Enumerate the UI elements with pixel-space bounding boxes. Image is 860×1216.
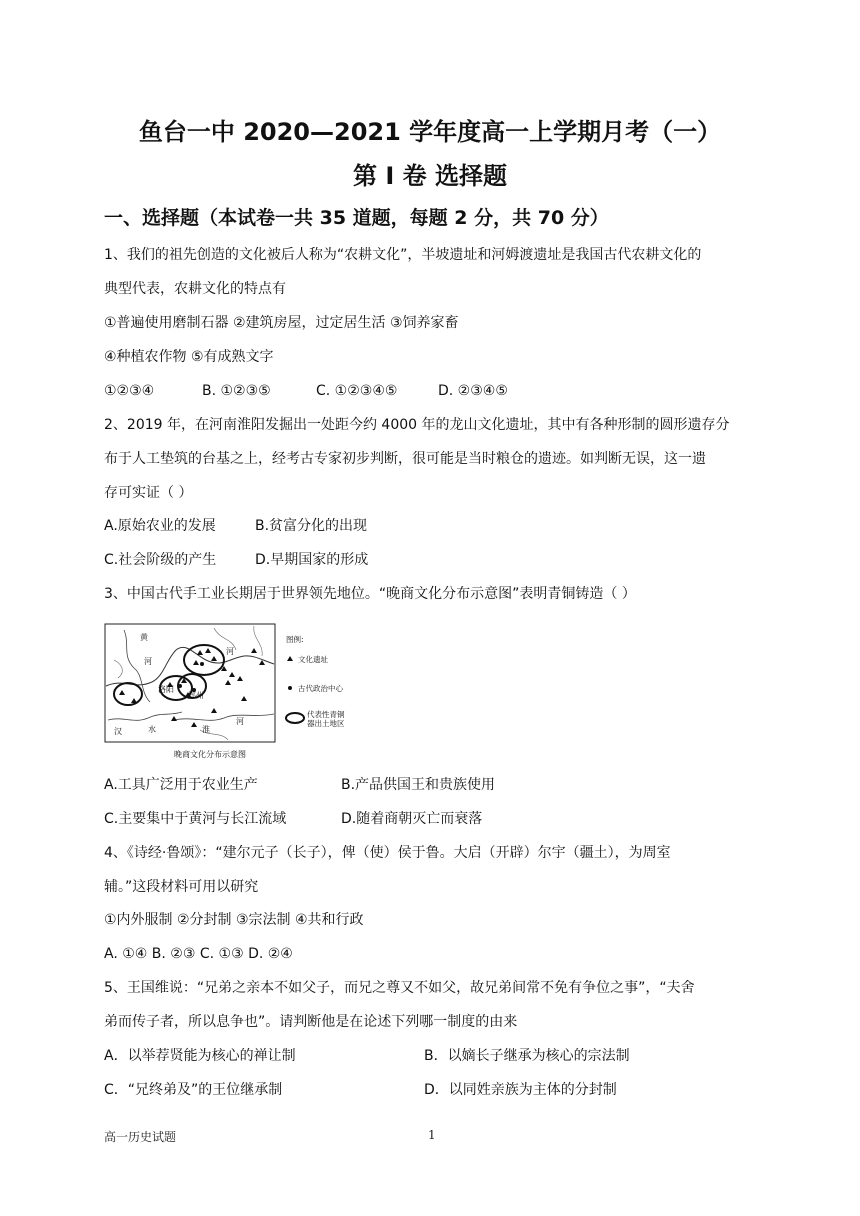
- question-5-option-a: A．以举荐贤能为核心的禅让制: [104, 1048, 296, 1064]
- map-label: 水: [148, 725, 156, 734]
- question-2-line-3: 存可实证（ ）: [104, 485, 193, 501]
- question-5-option-b: B．以嫡长子继承为核心的宗法制: [424, 1048, 630, 1064]
- question-3-line-1: 3、中国古代手工业长期居于世界领先地位。“晚商文化分布示意图”表明青铜铸造（ ）: [104, 586, 636, 602]
- map-caption: 晚商文化分布示意图: [174, 750, 246, 759]
- map-label: 汉: [114, 727, 122, 736]
- question-2-line-1: 2、2019 年，在河南淮阳发掘出一处距今约 4000 年的龙山文化遗址，其中有各种形制的圆形遗存分: [104, 417, 730, 433]
- section-heading: 一、选择题（本试卷一共 35 道题，每题 2 分，共 70 分）: [104, 207, 609, 229]
- question-3-option-b: B.产品供国王和贵族使用: [341, 777, 496, 793]
- question-1-line-1: 1、我们的祖先创造的文化被后人称为“农耕文化”，半坡遗址和河姆渡遗址是我国古代农耕文化的: [104, 247, 702, 263]
- question-5-line-1: 5、王国维说：“兄弟之亲本不如父子，而兄之尊又不如父，故兄弟间常不免有争位之事”，“夫舍: [104, 980, 695, 996]
- map-label: 洛阳: [158, 685, 174, 694]
- late-shang-culture-map: [104, 620, 374, 762]
- legend-item: 代表性青铜器出土地区: [307, 710, 345, 728]
- map-label: 郑州: [188, 691, 204, 700]
- political-center-marker: [178, 684, 182, 688]
- legend-item: 文化遗址: [298, 655, 328, 664]
- question-3-option-a: A.工具广泛用于农业生产: [104, 777, 258, 793]
- map-label: 黄: [140, 633, 148, 642]
- map-label: 河: [226, 647, 234, 656]
- question-1-option-c: C. ①②③④⑤: [316, 383, 398, 399]
- question-2-option-b: B.贫富分化的出现: [255, 518, 368, 534]
- question-1-line-2: 典型代表，农耕文化的特点有: [104, 281, 286, 297]
- question-2-option-a: A.原始农业的发展: [104, 518, 216, 534]
- question-2-option-d: D.早期国家的形成: [255, 552, 369, 568]
- question-1-line-3: ①普遍使用磨制石器 ②建筑房屋，过定居生活 ③饲养家畜: [104, 315, 459, 331]
- question-4-line-2: 辅。”这段材料可用以研究: [104, 879, 259, 895]
- map-label: 河: [144, 657, 152, 666]
- legend-circle-icon: [286, 713, 304, 723]
- question-5-option-d: D．以同姓亲族为主体的分封制: [424, 1082, 617, 1098]
- question-5-option-c: C．“兄终弟及”的王位继承制: [104, 1082, 283, 1098]
- map-label: 淮: [202, 725, 210, 734]
- exam-subtitle: 第 I 卷 选择题: [353, 162, 507, 190]
- question-3-option-d: D.随着商朝灭亡而衰落: [341, 811, 483, 827]
- legend-title: 图例:: [286, 635, 304, 644]
- legend-triangle-icon: [287, 656, 293, 661]
- question-1-line-4: ④种植农作物 ⑤有成熟文字: [104, 349, 274, 365]
- legend-dot-icon: [288, 686, 292, 690]
- map-label: 河: [236, 717, 244, 726]
- question-4-options: A. ①④ B. ②③ C. ①③ D. ②④: [104, 946, 293, 962]
- question-5-line-2: 弟而传子者，所以息争也”。请判断他是在论述下列哪一制度的由来: [104, 1014, 518, 1030]
- exam-title: 鱼台一中 2020—2021 学年度高一上学期月考（一）: [138, 118, 722, 146]
- question-4-line-3: ①内外服制 ②分封制 ③宗法制 ④共和行政: [104, 912, 364, 928]
- question-2-line-2: 布于人工垫筑的台基之上，经考古专家初步判断，很可能是当时粮仓的遗迹。如判断无误，这一遗: [104, 451, 706, 467]
- footer-page-number: 1: [428, 1128, 436, 1142]
- question-4-line-1: 4、《诗经·鲁颂》：“建尔元子（长子），俾（使）侯于鲁。大启（开辟）尔宇（疆土），为周室: [104, 845, 671, 861]
- question-3-option-c: C.主要集中于黄河与长江流域: [104, 811, 287, 827]
- question-1-option-b: B. ①②③⑤: [202, 383, 271, 399]
- footer-subject: 高一历史试题: [104, 1130, 177, 1144]
- question-2-option-c: C.社会阶级的产生: [104, 552, 217, 568]
- political-center-marker: [200, 662, 204, 666]
- question-1-option-d: D. ②③④⑤: [438, 383, 508, 399]
- legend-item: 古代政治中心: [298, 684, 343, 693]
- question-1-option-a: ①②③④: [104, 383, 155, 399]
